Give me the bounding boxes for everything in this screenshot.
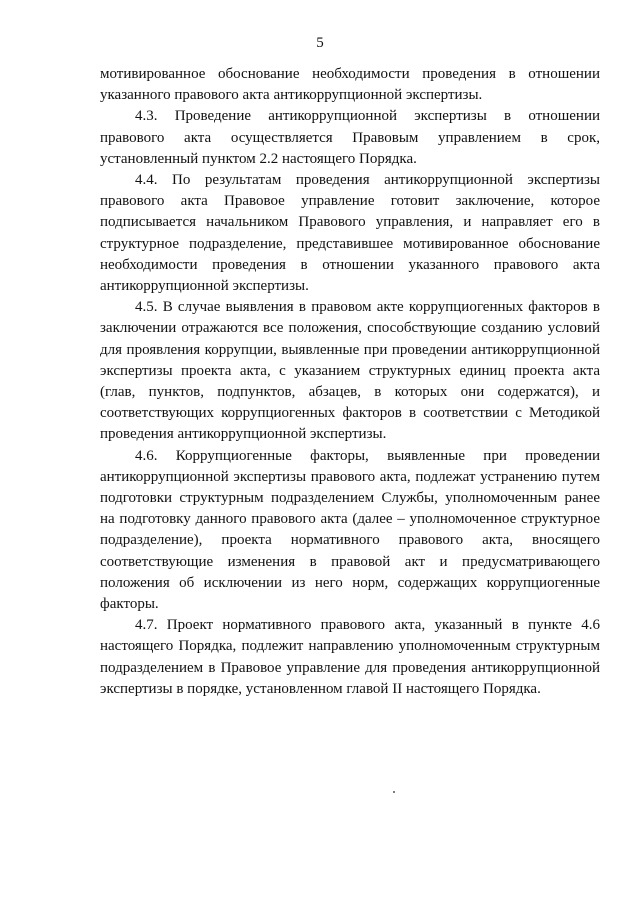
paragraph-4-6: 4.6. Коррупциогенные факторы, выявленные при проведении антикоррупционной экспертизы правового акта, подлежат устранению путем подготовки структурным подразделением Службы, уполномоченным ранее на подготовку данного правового акта (далее – уполномоченное структурное подразделение), проекта нормативного правового акта, вносящего соответствующие изменения в правовой акт и предусматривающего положения об исключении из него норм, содержащих коррупциогенные факторы. — [100, 447, 600, 613]
paragraph-4-4: 4.4. По результатам проведения антикоррупционной экспертизы правового акта Правовое управление готовит заключение, которое подписывается начальником Правового управления, и направляет его в структурное подразделение, представившее мотивированное обоснование необходимости проведения в отношении указанного правового акта антикоррупционной экспертизы. — [100, 172, 600, 295]
paragraph-4-5: 4.5. В случае выявления в правовом акте коррупциогенных факторов в заключении отражаются все положения, способствующие созданию условий для проявления коррупции, выявленные при проведении антикоррупционной экспертизы проекта акта, с указанием структурных единиц проекта акта (глав, пунктов, подпунктов, абзацев, в которых они содержатся), и соответствующих коррупциогенных факторов в соответствии с Методикой проведения антикоррупционной экспертизы. — [100, 299, 600, 443]
document-body — [100, 64, 600, 700]
paragraph-continuation: мотивированное обоснование необходимости проведения в отношении указанного правового акта антикоррупционной экспертизы. — [100, 66, 600, 104]
scan-speck — [393, 791, 395, 793]
page-number: 5 — [316, 35, 324, 51]
paragraph-4-7: 4.7. Проект нормативного правового акта, указанный в пункте 4.6 настоящего Порядка, подлежит направлению уполномоченным структурным подразделением в Правовое управление для проведения антикоррупционной экспертизы в порядке, установленном главой II настоящего Порядка. — [100, 617, 600, 697]
paragraph-4-3: 4.3. Проведение антикоррупционной экспертизы в отношении правового акта осуществляется Правовым управлением в срок, установленный пунктом 2.2 настоящего Порядка. — [100, 108, 600, 167]
